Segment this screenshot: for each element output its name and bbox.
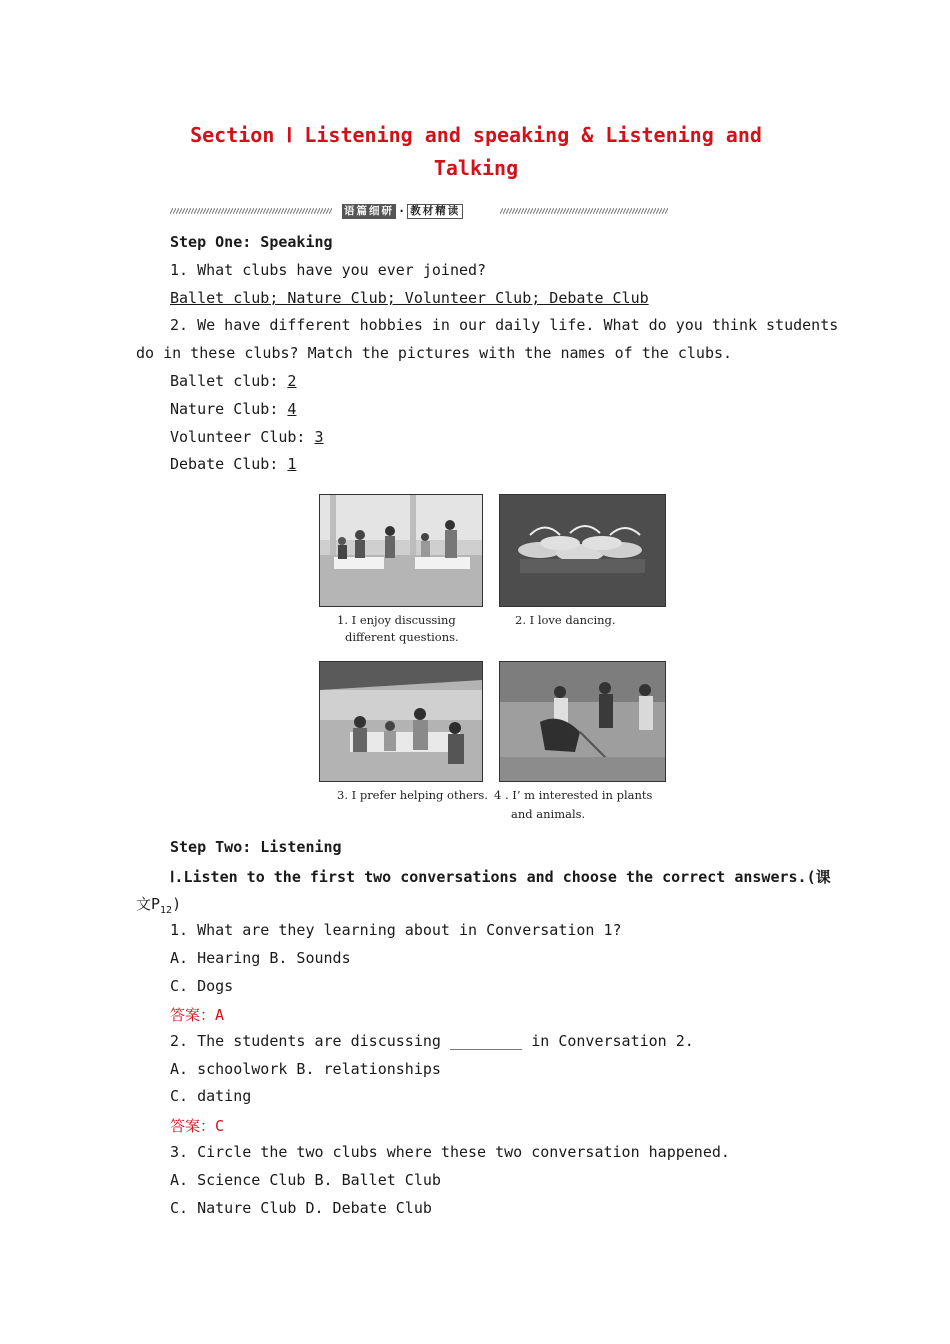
caption-4-line2: and animals. [511,807,586,821]
match-label: Ballet club: [170,372,288,390]
listening-instruction-line1: Ⅰ.Listen to the first two conversations and choose the correct answers.(课 [170,868,831,886]
page-title-line2: Talking [433,156,519,180]
question-2-options-ab: A. schoolwork B. relationships [170,1060,441,1078]
listening-question-3: 3. Circle the two clubs where these two conversation happened. [170,1143,730,1161]
banner-label-right: 教材精读 [407,204,463,219]
page-title-line1: Section Ⅰ Listening and speaking & Listening and [190,123,762,147]
photo-ballet-dancers [499,494,666,607]
answer-value: C [215,1117,225,1135]
listening-question-2: 2. The students are discussing ________ in Conversation 2. [170,1032,694,1050]
speaking-answer-1: Ballet club; Nature Club; Volunteer Club; Debate Club [170,289,649,307]
match-value: 3 [314,428,324,446]
question-3-options-cd: C. Nature Club D. Debate Club [170,1199,432,1217]
match-value: 4 [287,400,297,418]
banner-dot: · [398,204,406,218]
question-1-options-ab: A. Hearing B. Sounds [170,949,351,967]
match-label: Nature Club: [170,400,288,418]
instruction-page-number: 12 [160,905,173,916]
match-value: 2 [287,372,297,390]
answer-label: 答案： [170,1117,216,1135]
match-label: Debate Club: [170,455,288,473]
question-1-option-c: C. Dogs [170,977,234,995]
listening-instruction-line2 [136,893,814,916]
match-ballet [170,372,296,390]
section-banner [170,202,668,220]
instruction-text: 文P [136,895,161,913]
question-2-option-c: C. dating [170,1087,252,1105]
photo-nature-planting [499,661,666,782]
step-one-heading: Step One: Speaking [170,233,333,251]
speaking-question-2-line1: 2. We have different hobbies in our daily life. What do you think students [170,316,839,334]
photo-volunteers [319,661,483,782]
match-value: 1 [287,455,297,473]
match-debate [170,455,296,473]
caption-1-line1: 1. I enjoy discussing [337,613,456,627]
caption-1-line2: different questions. [345,630,459,644]
step-two-heading: Step Two: Listening [170,838,342,856]
question-1-answer [170,1004,224,1025]
question-2-answer [170,1115,224,1136]
instruction-close-paren: ) [172,895,182,913]
banner-label-left: 语篇细研 [344,204,394,217]
answer-label: 答案： [170,1006,216,1024]
match-nature [170,400,296,418]
caption-3: 3. I prefer helping others. [337,788,488,802]
photo-debate-classroom [319,494,483,607]
speaking-question-1: 1. What clubs have you ever joined? [170,261,487,279]
answer-value: A [215,1006,225,1024]
speaking-question-2-line2: do in these clubs? Match the pictures with the names of the clubs. [136,344,733,362]
listening-question-1: 1. What are they learning about in Conversation 1? [170,921,622,939]
match-label: Volunteer Club: [170,428,315,446]
caption-2: 2. I love dancing. [515,613,616,627]
caption-4-line1: 4 . I’ m interested in plants [494,788,653,802]
match-volunteer [170,428,324,446]
question-3-options-ab: A. Science Club B. Ballet Club [170,1171,441,1189]
